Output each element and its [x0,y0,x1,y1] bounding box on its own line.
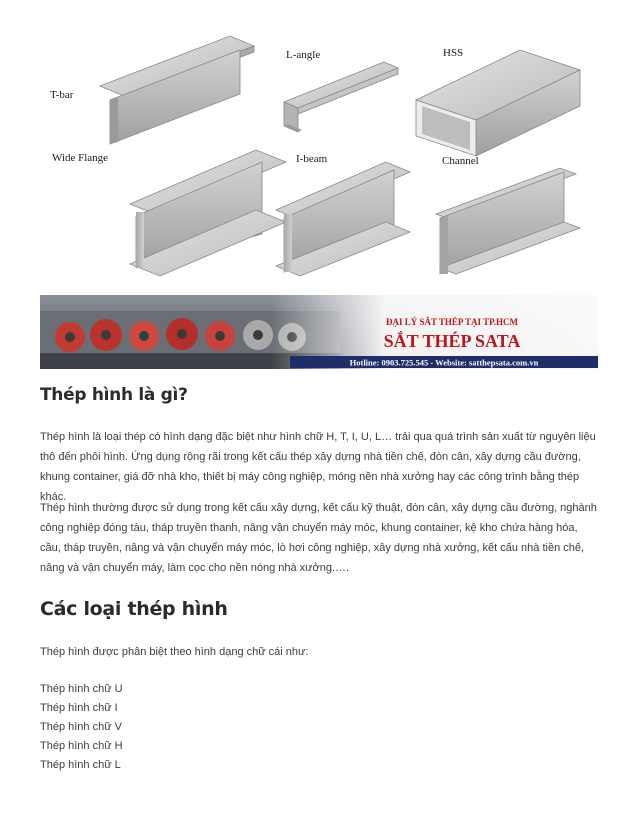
list-item: Thép hình chữ L [40,759,121,771]
t-bar-shape [100,36,254,144]
channel-shape [436,168,580,274]
heading-what-is-shaped-steel: Thép hình là gì? [40,385,188,405]
wide-flange-label: Wide Flange [52,152,109,164]
t-bar-label: T-bar [50,89,74,101]
heading-steel-types: Các loại thép hình [40,598,228,620]
steel-profiles-figure [40,28,598,292]
contact-text: Hotline: 0903.725.545 - Website: satthepsata.com.vn [349,357,539,368]
brand-name: SẮT THÉP SATA [383,331,521,351]
hss-shape [416,50,580,156]
list-item: Thép hình chữ U [40,683,123,695]
channel-label: Channel [442,155,479,167]
hss-label: HSS [443,47,464,59]
wide-flange-shape [130,150,286,276]
l-angle-label: L-angle [286,49,321,61]
paragraph-definition: Thép hình là loại thép có hình dạng đặc biệt như hình chữ H, T, I, U, L… trải qua quá trình sản xuất từ nguyên liệu thô đến phôi hình. Ứng dụng rộng rãi trong kết cấu thép xây dựng nhà tiền chế, đòn cân, xây dựng cầu đường, khung container, giá đỡ nhà kho, thiết bị máy công nghiệp, móng nền nhà xưởng hay các công trình bằng thép khác. [40,431,596,503]
list-item: Thép hình chữ V [40,721,122,733]
i-beam-label: I-beam [296,153,328,165]
paragraph-applications: Thép hình thường được sử dụng trong kết cấu xây dựng, kết cấu kỹ thuật, đòn cân, xây dựng cầu đường, nghành công nghiệp đóng tàu, tháp truyền thanh, nâng vận chuyển máy móc, khung container, kệ kho chứa hàng hóa, cầu, tháp truyền, nâng và vận chuyển máy móc, lò hơi công nghiệp, xây dựng nhà xưởng, kết cấu nhà tiền chế, nâng và vận chuyển máy, làm cọc cho nền nóng nhà xưởng.…. [40,502,597,574]
dealer-text: ĐẠI LÝ SẮT THÉP TẠI TP.HCM [385,317,519,327]
paragraph-types-intro: Thép hình được phân biệt theo hình dạng chữ cái như: [40,646,309,658]
list-item: Thép hình chữ I [40,702,118,714]
i-beam-shape [276,162,410,276]
steel-types-list [40,680,123,775]
company-banner [40,295,598,369]
list-item: Thép hình chữ H [40,740,123,752]
l-angle-shape [284,62,398,132]
